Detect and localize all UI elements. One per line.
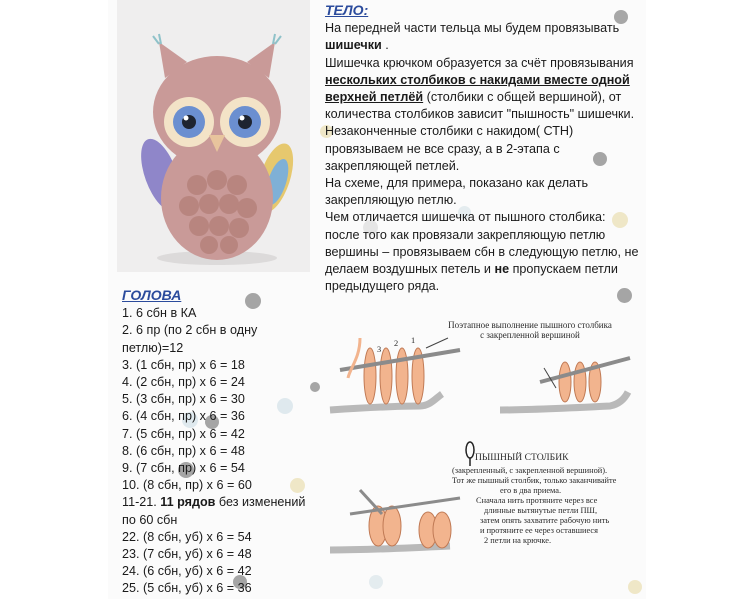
body-paragraph-1: На передней части тельца мы будем провязывать шишечки . xyxy=(325,21,620,53)
pattern-row: 11-21. 11 рядов без изменений по 60 сбн xyxy=(122,495,306,527)
body-paragraph-3: Незаконченные столбики с накидом( СТН) провязываем не все сразу, а в 2-этапа с закрепляющей петлей. xyxy=(325,124,574,173)
pattern-row: 1. 6 сбн в КА xyxy=(122,306,197,321)
pattern-row: 22. (8 сбн, уб) х 6 = 54 xyxy=(122,529,252,544)
pattern-row: 7. (5 сбн, пр) х 6 = 42 xyxy=(122,426,245,441)
pattern-row: 4. (2 сбн, пр) х 6 = 24 xyxy=(122,375,245,390)
pattern-row: 10. (8 сбн, пр) х 6 = 60 xyxy=(122,478,252,493)
pattern-row: 9. (7 сбн, пр) х 6 = 54 xyxy=(122,461,245,476)
body-instructions xyxy=(325,2,643,295)
body-heading: ТЕЛО: xyxy=(325,2,369,18)
pattern-row: 5. (3 сбн, пр) х 6 = 30 xyxy=(122,392,245,407)
pattern-row: 2. 6 пр (по 2 сбн в одну петлю)=12 xyxy=(122,323,258,355)
pattern-row: 24. (6 сбн, уб) х 6 = 42 xyxy=(122,564,252,579)
owl-photo xyxy=(117,0,310,272)
body-paragraph-2: Шишечка крючком образуется за счёт провязывания нескольких столбиков с накидами вместе одной верхней петлёй (столбики с общей вершиной), от количества столбиков зависит "пышность" шишечки. xyxy=(325,55,635,122)
pattern-row: 6. (4 сбн, пр) х 6 = 36 xyxy=(122,409,245,424)
head-rows-2 xyxy=(122,529,322,598)
head-pattern xyxy=(122,287,322,598)
diagram-note: (закрепленный, с закрепленной вершиной). Тот же пышный столбик, только заканчивайте его в два приема. Сначала нить протяните через все длинные вытянутые петли ПШ, затем опять захватите рабочую нить и протяните ее через оставшиеся 2 петли на крючке. xyxy=(452,466,617,545)
body-paragraph-5: Чем отличается шишечка от пышного столбика: после того как провязали закрепляющую петлю вершины – провязываем сбн в следующую петлю, не делаем воздушных петель и не пропускаем петли предыдущего ряда. xyxy=(325,210,639,294)
owl-toy-image xyxy=(117,0,310,272)
puff-stitch-symbol xyxy=(466,442,474,466)
diagram-title-2: ПЫШНЫЙ СТОЛБИК xyxy=(475,452,569,463)
body-paragraph-4: На схеме, для примера, показано как делать закрепляющую петлю. xyxy=(325,176,589,208)
pattern-row: 23. (7 сбн, уб) х 6 = 48 xyxy=(122,547,252,562)
head-heading: ГОЛОВА xyxy=(122,287,182,303)
hook-final-drawing xyxy=(500,358,630,410)
puff-stitch-drawing xyxy=(330,490,460,550)
pattern-row: 8. (6 сбн, пр) х 6 = 48 xyxy=(122,443,245,458)
pattern-row: 3. (1 сбн, пр) х 6 = 18 xyxy=(122,357,245,372)
pattern-row: 25. (5 сбн, уб) х 6 = 36 xyxy=(122,581,252,596)
diagram-title-1: Поэтапное выполнение пышного столбика с закрепленной вершиной xyxy=(448,320,612,340)
head-rows-1 xyxy=(122,305,322,494)
